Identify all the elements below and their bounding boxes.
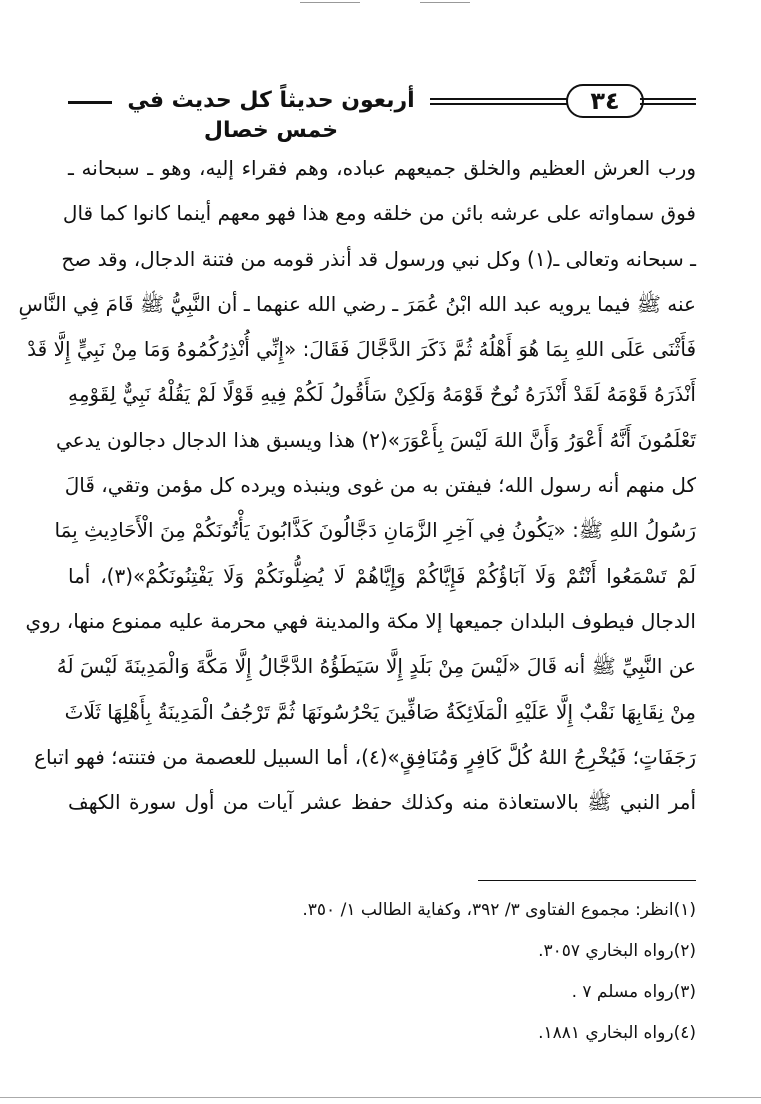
body-text — [18, 146, 696, 825]
running-title: أربعون حديثاً كل حديث في خمس خصال — [127, 88, 415, 143]
page-number: ٣٤ — [566, 84, 644, 118]
header-rule-left — [68, 101, 112, 104]
footnote-1: (١)انظر: مجموع الفتاوى ٣/ ٣٩٢، وكفاية الطالب ١/ ٣٥٠. — [302, 900, 696, 920]
body-line: تَعْلَمُونَ أَنَّهُ أَعْوَرُ وَأَنَّ اللهَ لَيْسَ بِأَعْوَرَ»(٢) هذا ويسبق هذا الدجال دجالون يدعي — [55, 427, 696, 452]
body-line: عنه ﷺ فيما يرويه عبد الله ابْنُ عُمَرَ ـ رضي الله عنهما ـ أن النَّبِيُّ ﷺ قَامَ فِي النَّاسِ — [18, 291, 696, 316]
body-line: أمر النبي ﷺ بالاستعاذة منه وكذلك حفظ عشر آيات من أول سورة الكهف — [68, 790, 696, 815]
body-line: مِنْ نِقَابِهَا نَقْبٌ إِلَّا عَلَيْهِ الْمَلَائِكَةُ صَافِّينَ يَحْرُسُونَهَا ثُمَّ تَرْجُفُ الْمَدِينَةُ بِأَهْلِهَا ثَلَاثَ — [64, 699, 696, 724]
footnotes — [150, 890, 696, 1054]
header-rule-right — [640, 98, 696, 100]
header-rule-right-lower — [640, 103, 696, 105]
body-line: ـ سبحانه وتعالى ـ(١) وكل نبي ورسول قد أنذر قومه من فتنة الدجال، وقد صح — [61, 246, 696, 271]
footnote-separator — [478, 880, 696, 881]
body-line: الدجال فيطوف البلدان جميعها إلا مكة والمدينة فهي محرمة عليه ممنوع منها، روي — [25, 608, 696, 633]
body-line: عن النَّبِيِّ ﷺ أنه قَالَ «لَيْسَ مِنْ بَلَدٍ إِلَّا سَيَطَؤُهُ الدَّجَّالُ إِلَّا مَكَّةَ وَالْمَدِينَةَ لَيْسَ لَهُ — [56, 654, 696, 679]
body-line: رَجَفَاتٍ؛ فَيُخْرِجُ اللهُ كُلَّ كَافِرٍ وَمُنَافِقٍ»(٤)، أما السبيل للعصمة من فتنته؛ فهو اتباع — [34, 744, 696, 769]
body-line: رَسُولُ اللهِ ﷺ: «يَكُونُ فِي آخِرِ الزَّمَانِ دَجَّالُونَ كَذَّابُونَ يَأْتُونَكُمْ مِنَ الْأَحَادِيثِ بِمَا — [54, 518, 696, 543]
body-line: أَنْذَرَهُ قَوْمَهُ لَقَدْ أَنْذَرَهُ نُوحٌ قَوْمَهُ وَلَكِنْ سَأَقُولُ لَكُمْ فِيهِ قَوْلًا لَمْ يَقُلْهُ نَبِيٌّ لِقَوْمِهِ — [68, 382, 696, 407]
body-line: فَأَثْنَى عَلَى اللهِ بِمَا هُوَ أَهْلُهُ ثُمَّ ذَكَرَ الدَّجَّالَ فَقَالَ: «إِنِّي أُنْذِرُكُمُوهُ وَمَا مِنْ نَبِيٍّ إِلَّا قَدْ — [27, 337, 696, 362]
body-line: كل منهم أنه رسول الله؛ فيفتن به من غوى وينبذه ويرده كل مؤمن وتقي، قَالَ — [64, 473, 696, 498]
footnote-3: (٣)رواه مسلم ٧ . — [571, 982, 696, 1002]
scan-edge-top — [0, 0, 761, 6]
body-line: لَمْ تَسْمَعُوا أَنْتُمْ وَلَا آبَاؤُكُمْ فَإِيَّاكُمْ وَإِيَّاهُمْ لَا يُضِلُّونَكُمْ وَلَا يَفْتِنُونَكُمْ»(٣)، أما — [68, 563, 696, 588]
body-line: فوق سماواته على عرشه بائن من خلقه ومع هذا فهو معهم أينما كانوا كما قال — [62, 201, 696, 226]
scan-edge-bottom — [0, 1096, 761, 1100]
footnote-4: (٤)رواه البخاري ١٨٨١. — [538, 1023, 696, 1043]
page-header — [60, 84, 700, 143]
footnote-2: (٢)رواه البخاري ٣٠٥٧. — [538, 941, 696, 961]
body-line: ورب العرش العظيم والخلق جميعهم عباده، وهم فقراء إليه، وهو ـ سبحانه ـ — [68, 156, 696, 180]
